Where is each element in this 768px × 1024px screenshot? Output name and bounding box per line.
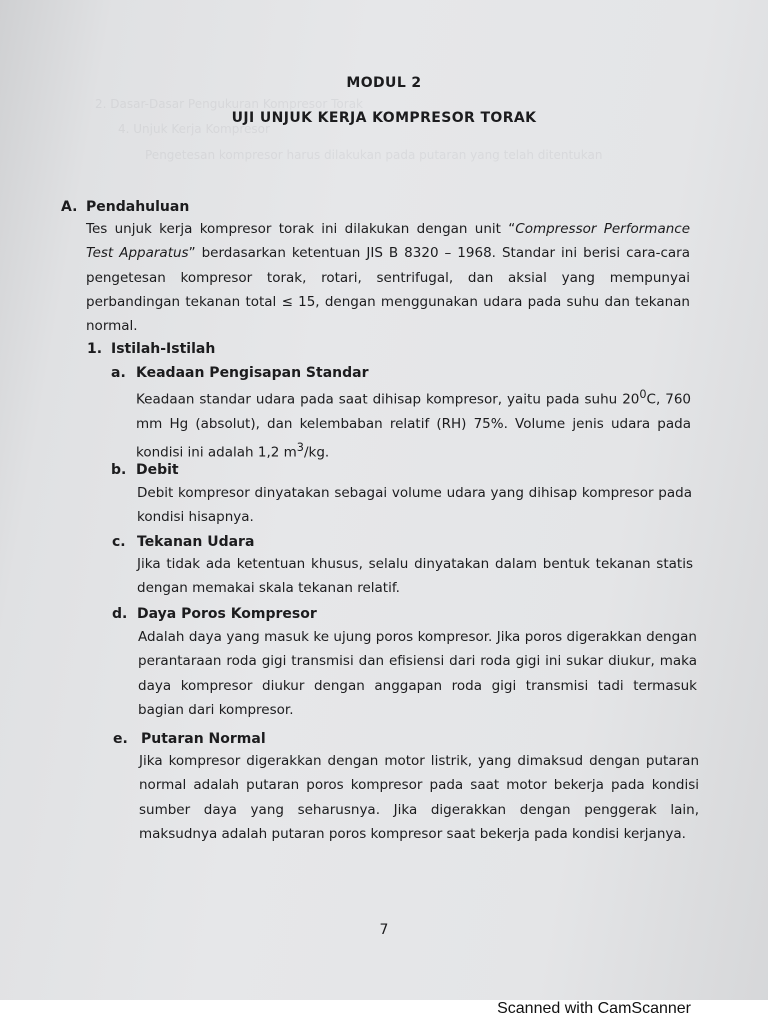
scanner-watermark: Scanned with CamScanner bbox=[497, 1000, 691, 1017]
item-c-marker: c. bbox=[112, 534, 126, 550]
item-d-marker: d. bbox=[112, 606, 128, 622]
superscript: 3 bbox=[296, 441, 304, 455]
item-text: C, 760 mm Hg (absolut), dan kelembaban relatif (RH) 75%. Volume jenis udara pada kondisi ini adalah 1,2 m bbox=[136, 391, 691, 461]
item-c-text: Jika tidak ada ketentuan khusus, selalu dinyatakan dalam bentuk tekanan statis dengan memakai skala tekanan relatif. bbox=[137, 556, 693, 597]
item-c-heading: Tekanan Udara bbox=[137, 534, 255, 550]
apparatus-name: Compressor Performance Test Apparatus bbox=[86, 221, 691, 262]
item-e-text: Jika kompresor digerakkan dengan motor listrik, yang dimaksud dengan putaran normal adalah putaran poros kompresor pada saat motor bekerja pada kondisi sumber daya yang seharusnya. Jika digerakkan dengan penggerak lain, maksudnya adalah putaran poros kompresor saat bekerja pada kondisi kerjanya. bbox=[139, 753, 699, 842]
subsection-1-heading: Istilah-Istilah bbox=[111, 341, 216, 357]
item-text: Keadaan standar udara pada saat dihisap kompresor, yaitu pada suhu 20 bbox=[136, 391, 640, 408]
item-e-heading: Putaran Normal bbox=[141, 731, 266, 747]
page-number: 7 bbox=[379, 922, 389, 938]
item-a-text bbox=[136, 383, 691, 465]
item-e-marker: e. bbox=[113, 731, 128, 747]
superscript: 0 bbox=[639, 388, 647, 401]
module-title: MODUL 2 bbox=[346, 75, 422, 91]
item-b-text: Debit kompresor dinyatakan sebagai volume udara yang dihisap kompresor pada kondisi hisapnya. bbox=[137, 485, 692, 526]
paragraph-text: Tes unjuk kerja kompresor torak ini dilakukan dengan unit “ bbox=[86, 221, 516, 237]
item-b-heading: Debit bbox=[136, 462, 179, 478]
bleed-through-text: 4. Unjuk Kerja Kompresor bbox=[118, 122, 270, 136]
item-a-heading: Keadaan Pengisapan Standar bbox=[136, 365, 369, 381]
module-subtitle: UJI UNJUK KERJA KOMPRESOR TORAK bbox=[231, 110, 537, 126]
item-d-text: Adalah daya yang masuk ke ujung poros kompresor. Jika poros digerakkan dengan perantaraan roda gigi transmisi dan efisiensi dari roda gigi ini sukar diukur, maka daya kompresor diukur dengan anggapan roda gigi transmisi tadi termasuk bagian dari kompresor. bbox=[138, 629, 697, 718]
item-text: /kg. bbox=[303, 444, 330, 461]
bleed-through-text: 2. Dasar-Dasar Pengukuran Kompresor Torak bbox=[95, 97, 364, 111]
item-b-marker: b. bbox=[111, 462, 127, 478]
paragraph-text: ” berdasarkan ketentuan JIS B 8320 – 1968. Standar ini berisi cara-cara pengetesan kompresor torak, rotari, sentrifugal, dan aksial yang mempunyai perbandingan tekanan total ≤ 15, dengan menggunakan udara pada suhu dan tekanan normal. bbox=[86, 245, 690, 335]
subsection-1-marker: 1. bbox=[87, 341, 103, 357]
item-a-marker: a. bbox=[111, 365, 126, 381]
bleed-through-text: Pengetesan kompresor harus dilakukan pada putaran yang telah ditentukan bbox=[145, 148, 603, 162]
section-a-marker: A. bbox=[61, 199, 78, 215]
section-a-paragraph bbox=[86, 217, 690, 338]
section-a-heading: Pendahuluan bbox=[86, 199, 190, 215]
item-d-heading: Daya Poros Kompresor bbox=[137, 606, 317, 622]
